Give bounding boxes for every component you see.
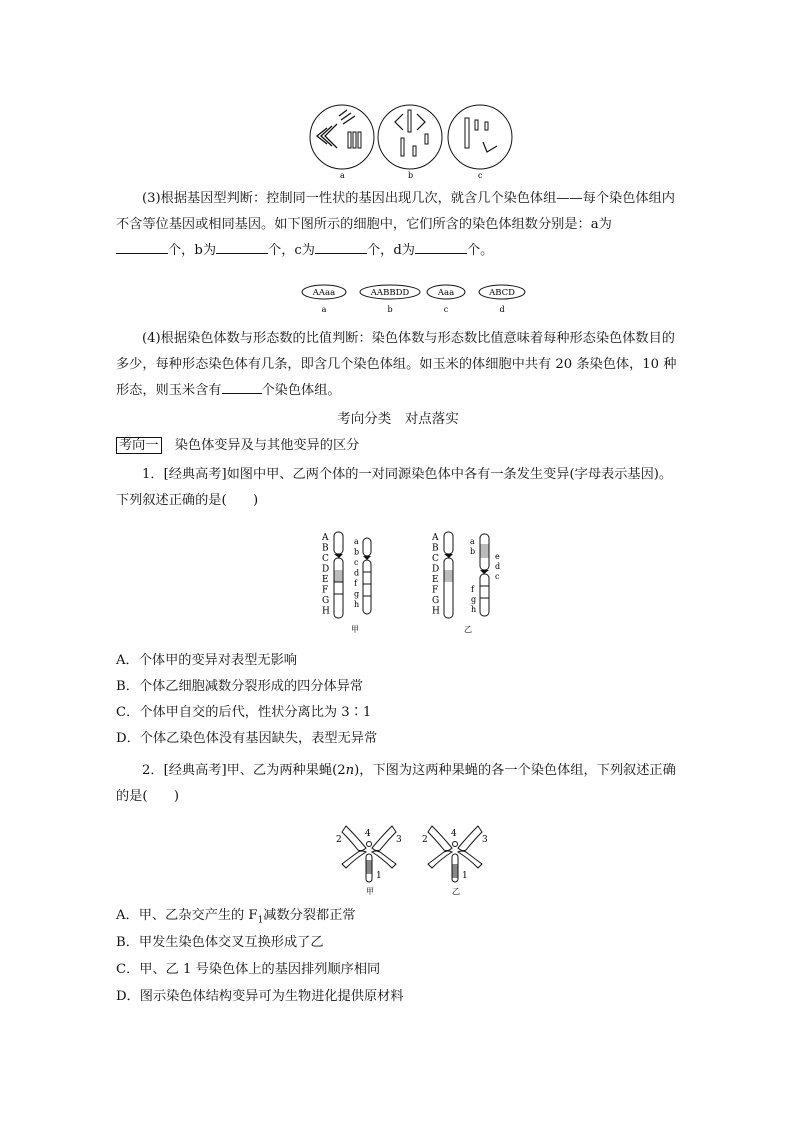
- gene-yi-left-F: F: [432, 585, 439, 596]
- gene-yi-right-bottom-f: f: [471, 585, 474, 594]
- q1-option-d: D．个体乙染色体没有基因缺失，表型无异常: [116, 731, 378, 746]
- q2-label-yi: 乙: [452, 887, 460, 896]
- q1-figure: [318, 524, 518, 636]
- cell-a: [310, 105, 374, 169]
- p4-text: (4)根据染色体数与形态数的比值判断：染色体数与形态数比值意味着每种形态染色体数目的多少，每种形态染色体有几条，即含几个染色体组。如玉米的体细胞中共有 20 条染色体，10 种形态，则玉米含有: [116, 331, 677, 398]
- q2-option-a: [116, 906, 356, 931]
- gene-yi-right-bottom-g: g: [471, 595, 477, 604]
- topic-heading: [116, 436, 359, 456]
- q2-label-jia: 甲: [366, 887, 374, 896]
- q2-option-d: D．图示染色体结构变异可为生物进化提供原材料: [116, 989, 404, 1004]
- genotype-d-label: d: [499, 305, 505, 314]
- q2-option-a-1: A．甲、乙杂交产生的 F: [116, 908, 258, 923]
- q2-figure: [332, 820, 492, 896]
- genotype-b: AABBDD: [370, 288, 410, 298]
- genotype-c: Aaa: [437, 288, 455, 298]
- p3-text: (3)根据基因型判断：控制同一性状的基因出现几次，就含几个染色体组——每个染色体组内不含等位基因或相同基因。如下图所示的细胞中，它们所含的染色体组数分别是：a为: [116, 191, 675, 232]
- topic-title: 染色体变异及与其他变异的区分: [174, 438, 360, 453]
- q2-option-a-sub: 1: [257, 915, 264, 926]
- gene-jia-right-d: d: [354, 568, 360, 578]
- q2-yi-num-3: 3: [482, 835, 488, 845]
- gene-jia-right-f: f: [354, 579, 357, 588]
- genotype-c-label: c: [443, 305, 449, 314]
- gene-jia-left-H: H: [322, 606, 330, 617]
- gene-yi-left-A: A: [432, 533, 439, 543]
- paragraph-4: [116, 326, 680, 404]
- gene-jia-right-c: c: [354, 558, 359, 567]
- gene-jia-left-G: G: [322, 596, 330, 606]
- gene-jia-left-A: A: [322, 533, 329, 543]
- section-title: 考向分类 对点落实: [337, 411, 459, 427]
- blank-b: [216, 239, 268, 254]
- p3-c-tail: 个，d为: [366, 243, 415, 258]
- gene-yi-left-G: G: [432, 596, 440, 606]
- q2-jia-num-4: 4: [365, 829, 371, 839]
- q2-jia-num-3: 3: [396, 835, 402, 845]
- q1-label-jia: 甲: [351, 625, 359, 634]
- gene-jia-left-B: B: [322, 543, 329, 554]
- gene-yi-right-side-c: c: [495, 572, 500, 581]
- q2-option-b: B．甲发生染色体交叉互换形成了乙: [116, 935, 324, 950]
- gene-yi-left-H: H: [432, 606, 440, 617]
- genotype-figure: [300, 283, 530, 317]
- p3-a-tail: 个，b为: [168, 243, 217, 258]
- q1-stem: 1．[经典高考]如图中甲、乙两个体的一对同源染色体中各有一条发生变异(字母表示基因)。下列叙述正确的是( ): [116, 467, 673, 508]
- q2-yi-num-4: 4: [451, 829, 457, 839]
- gene-yi-right-top-a: a: [470, 537, 475, 546]
- gene-yi-left-B: B: [432, 543, 439, 554]
- blank-a: [116, 239, 168, 254]
- q1-option-c: C．个体甲自交的后代，性状分离比为 3∶1: [116, 705, 372, 720]
- gene-yi-left-C: C: [432, 554, 439, 564]
- gene-jia-left-C: C: [322, 554, 329, 564]
- blank-c: [315, 239, 367, 254]
- q2-option-c: C．甲、乙 1 号染色体上的基因排列顺序相同: [116, 962, 381, 977]
- gene-jia-right-g: g: [354, 589, 360, 599]
- gene-yi-right-top-b: b: [470, 547, 476, 556]
- cell-figure: [305, 100, 525, 180]
- paragraph-3: [116, 186, 680, 264]
- q2-stem-1: 2．[经典高考]甲、乙为两种果蝇(2: [142, 763, 346, 778]
- topic-tag: 考向一: [116, 437, 162, 454]
- chromosome-jia-left: [334, 532, 343, 618]
- gene-yi-left-D: D: [432, 564, 440, 575]
- cell-c-label: c: [478, 171, 483, 180]
- p4-tail: 个染色体组。: [261, 383, 341, 398]
- q2-yi-num-1: 1: [462, 871, 468, 881]
- chromosome-yi-right: [480, 534, 489, 616]
- q2-yi-num-2: 2: [422, 835, 428, 845]
- gene-jia-right-h: h: [354, 600, 360, 609]
- gene-jia-right-b: b: [354, 547, 360, 557]
- q2-stem: [116, 758, 680, 810]
- q1-label-yi: 乙: [464, 625, 472, 634]
- gene-yi-right-side-e: e: [495, 552, 500, 561]
- cell-b: [378, 105, 442, 169]
- genotype-a-label: a: [321, 305, 327, 314]
- q2-option-a-2: 减数分裂都正常: [263, 908, 356, 923]
- cell-c: [448, 105, 512, 169]
- gene-jia-left-F: F: [322, 585, 329, 596]
- gene-jia-left-D: D: [322, 564, 330, 575]
- q1-option-a: A．个体甲的变异对表型无影响: [116, 653, 297, 668]
- q2-jia-num-1: 1: [376, 871, 382, 881]
- gene-yi-right-side-d: d: [495, 562, 501, 571]
- q1-option-b: B．个体乙细胞减数分裂形成的四分体异常: [116, 679, 364, 694]
- q2-stem-2: )，下图为这两种果蝇的各一个染色体组，下列叙述正确的是( ): [116, 763, 676, 804]
- genotype-d: ABCD: [489, 288, 515, 298]
- cell-b-label: b: [408, 171, 414, 180]
- chromosome-jia-right: [363, 538, 371, 614]
- gene-yi-left-E: E: [432, 575, 439, 585]
- q2-jia-num-2: 2: [336, 835, 342, 845]
- gene-jia-right-a: a: [354, 537, 359, 546]
- gene-jia-left-E: E: [322, 575, 329, 585]
- p3-b-tail: 个，c为: [268, 243, 315, 258]
- blank-d: [415, 239, 467, 254]
- chromosome-yi-left: [444, 532, 453, 618]
- blank-maize: [222, 379, 262, 394]
- q2-stem-italic: n: [345, 763, 355, 778]
- genotype-b-label: b: [387, 305, 393, 314]
- p3-d-tail: 个。: [466, 243, 494, 258]
- genotype-a: AAaa: [312, 288, 336, 298]
- cell-a-label: a: [340, 171, 345, 180]
- gene-yi-right-bottom-h: h: [471, 605, 477, 614]
